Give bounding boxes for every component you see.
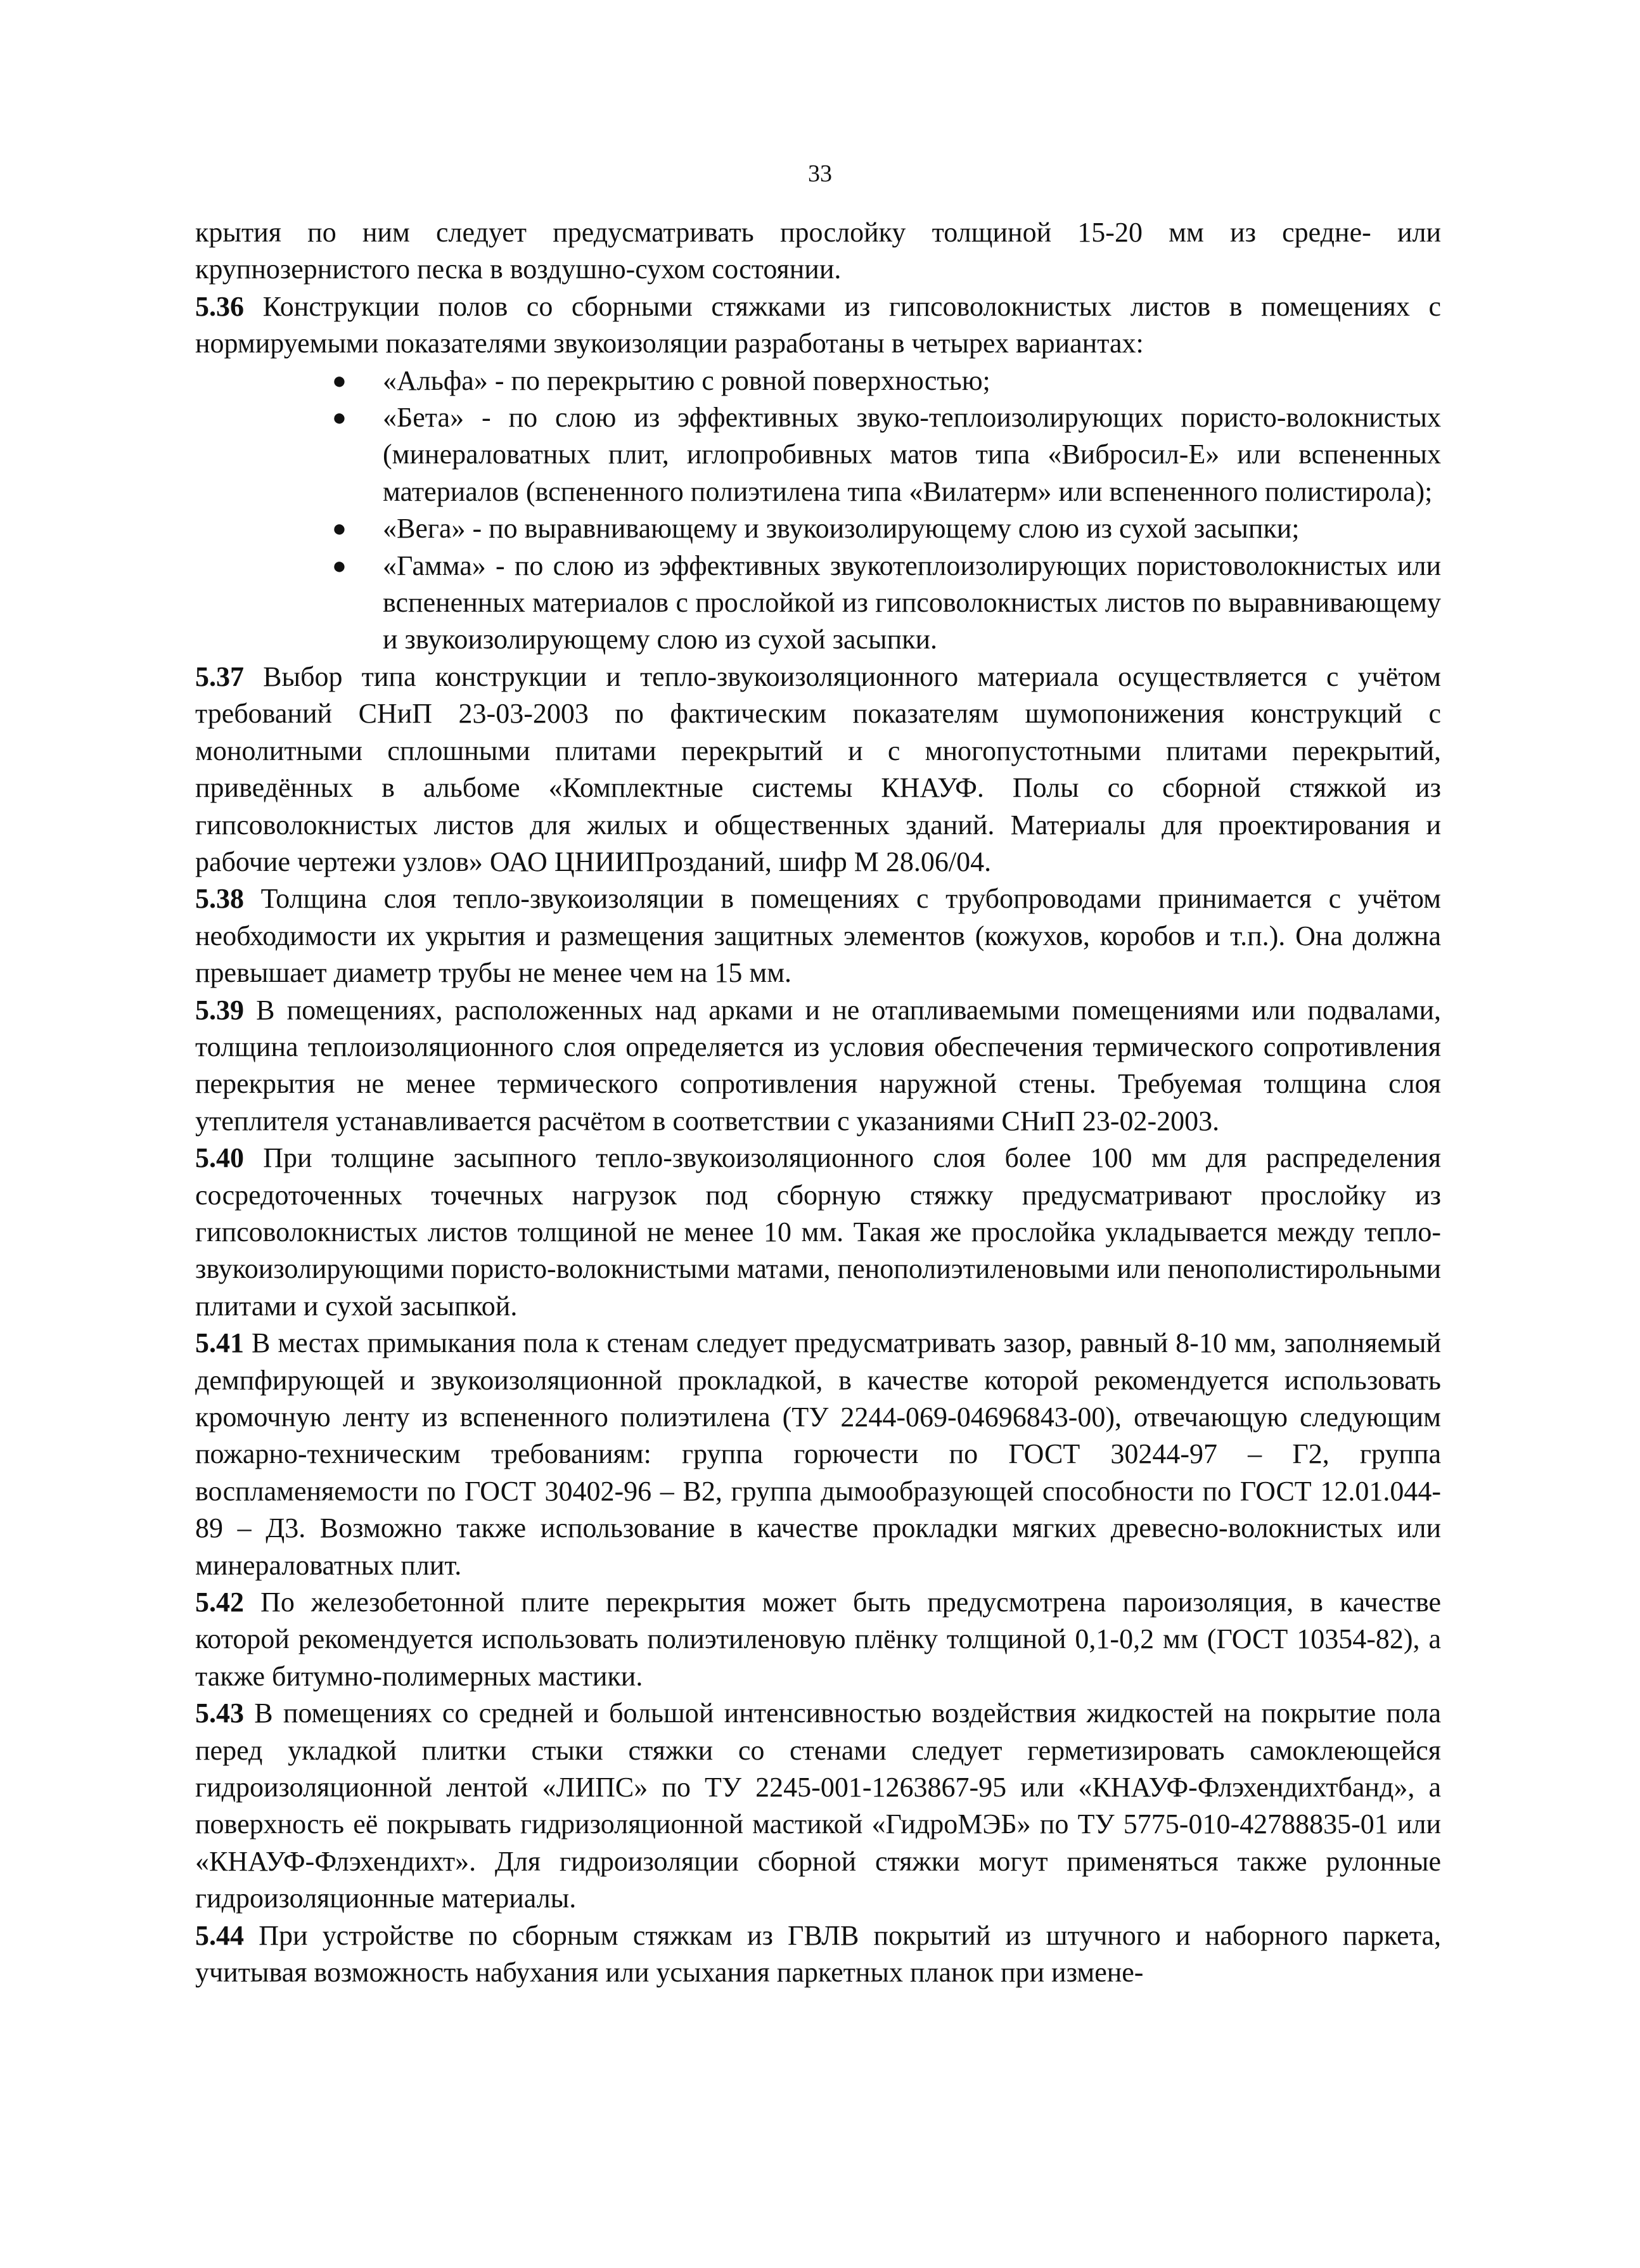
- list-item: [195, 399, 1441, 510]
- section-number: 5.43: [195, 1698, 244, 1729]
- section-text: По железобетонной плите перекрытия может быть предусмотрена пароизоляция, в качестве которой рекомендуется использовать полиэтиленовую плёнку толщиной 0,1-0,2 мм (ГОСТ 10354-82), а также битумно-полимерных мастики.: [195, 1587, 1441, 1692]
- section-text: При толщине засыпного тепло-звукоизоляционного слоя более 100 мм для распределения сосредоточенных точечных нагрузок под сборную стяжку предусматривают прослойку из гипсоволокнистых листов толщиной не менее 10 мм. Такая же прослойка укладывается между тепло-звукоизолирующими пористо-волокнистыми матами, пенополиэтиленовыми или пенополистирольными плитами и сухой засыпкой.: [195, 1142, 1441, 1322]
- section-text: В помещениях, расположенных над арками и не отапливаемыми помещениями или подвалами, толщина теплоизоляционного слоя определяется из условия обеспечения термического сопротивления перекрытия не менее термического сопротивления наружной стены. Требуемая толщина слоя утеплителя устанавливается расчётом в соответствии с указаниями СНиП 23-02-2003.: [195, 994, 1441, 1137]
- bullet-icon: ●: [332, 552, 347, 579]
- section-number: 5.38: [195, 883, 244, 915]
- section-5-43: [195, 1695, 1441, 1917]
- page-number: 33: [808, 160, 832, 187]
- section-number: 5.39: [195, 994, 244, 1026]
- intro-paragraph: крытия по ним следует предусматривать прослойку толщиной 15-20 мм из средне- или крупнозернистого песка в воздушно-сухом состоянии.: [195, 217, 1441, 285]
- section-5-39: [195, 992, 1441, 1140]
- document-body: [195, 214, 1441, 1992]
- bullet-icon: ●: [332, 515, 347, 543]
- section-5-37: [195, 659, 1441, 880]
- list-item-text: «Гамма» - по слою из эффективных звукотеплоизолирующих пористоволокнистых или вспененных материалов с прослойкой из гипсоволокнистых листов по выравнивающему и звукоизолирующему слою из сухой засыпки.: [383, 550, 1441, 655]
- section-text: В местах примыкания пола к стенам следует предусматривать зазор, равный 8-10 мм, заполняемый демпфирующей и звукоизоляционной прокладкой, в качестве которой рекомендуется использовать кромочную ленту из вспененного полиэтилена (ТУ 2244-069-04696843-00), отвечающую следующим пожарно-техническим требованиям: группа горючести по ГОСТ 30244-97 – Г2, группа воспламеняемости по ГОСТ 30402-96 – В2, группа дымообразующей способности по ГОСТ 12.01.044-89 – Д3. Возможно также использование в качестве прокладки мягких древесно-волокнистых или минераловатных плит.: [195, 1327, 1442, 1581]
- section-5-44: [195, 1917, 1441, 1992]
- list-item: [195, 510, 1441, 547]
- section-number: 5.37: [195, 660, 244, 692]
- section-5-36: [195, 288, 1441, 363]
- section-5-42: [195, 1584, 1441, 1695]
- section-5-40: [195, 1140, 1441, 1325]
- section-5-41: [195, 1325, 1441, 1584]
- section-number: 5.44: [195, 1919, 244, 1951]
- section-text: Толщина слоя тепло-звукоизоляции в помещениях с трубопроводами принимается с учётом необходимости их укрытия и размещения защитных элементов (кожухов, коробов и т.п.). Она должна превышает диаметр трубы не менее чем на 15 мм.: [195, 883, 1441, 989]
- section-text: Выбор типа конструкции и тепло-звукоизоляционного материала осуществляется с учётом требований СНиП 23-03-2003 по фактическим показателям шумопонижения конструкций с монолитными сплошными плитами перекрытий и с многопустотными плитами перекрытий, приведённых в альбоме «Комплектные системы КНАУФ. Полы со сборной стяжкой из гипсоволокнистых листов для жилых и общественных зданий. Материалы для проектирования и рабочие чертежи узлов» ОАО ЦНИИПрозданий, шифр М 28.06/04.: [195, 660, 1441, 877]
- section-number: 5.40: [195, 1142, 244, 1174]
- section-text: В помещениях со средней и большой интенсивностью воздействия жидкостей на покрытие пола перед укладкой плитки стыки стяжки со стенами следует герметизировать самоклеющейся гидроизоляционной лентой «ЛИПС» по ТУ 2245-001-1263867-95 или «КНАУФ-Флэхендихтбанд», а поверхность её покрывать гидризоляционной мастикой «ГидроМЭБ» по ТУ 5775-010-42788835-01 или «КНАУФ-Флэхендихт». Для гидроизоляции сборной стяжки могут применяться также рулонные гидроизоляционные материалы.: [195, 1698, 1442, 1914]
- list-item-text: «Вега» - по выравнивающему и звукоизолирующему слою из сухой засыпки;: [383, 513, 1300, 544]
- section-text: Конструкции полов со сборными стяжками из гипсоволокнистых листов в помещениях с нормируемыми показателями звукоизоляции разработаны в четырех вариантах:: [195, 290, 1442, 359]
- list-item-text: «Бета» - по слою из эффективных звуко-теплоизолирующих пористо-волокнистых (минераловатных плит, иглопробивных матов типа «Вибросил-Е» или вспененных материалов (вспененного полиэтилена типа «Вилатерм» или вспененного полистирола);: [383, 402, 1441, 507]
- bullet-icon: ●: [332, 404, 347, 432]
- section-5-38: [195, 880, 1441, 991]
- section-number: 5.36: [195, 290, 244, 322]
- list-item: [195, 548, 1441, 659]
- list-item-text: «Альфа» - по перекрытию с ровной поверхностью;: [383, 364, 990, 396]
- variants-list: [195, 363, 1441, 659]
- section-text: При устройстве по сборным стяжкам из ГВЛВ покрытий из штучного и наборного паркета, учитывая возможность набухания или усыхания паркетных планок при измене-: [195, 1919, 1441, 1988]
- list-item: [195, 363, 1441, 399]
- bullet-icon: ●: [332, 367, 347, 394]
- section-number: 5.41: [195, 1327, 244, 1359]
- section-number: 5.42: [195, 1587, 244, 1618]
